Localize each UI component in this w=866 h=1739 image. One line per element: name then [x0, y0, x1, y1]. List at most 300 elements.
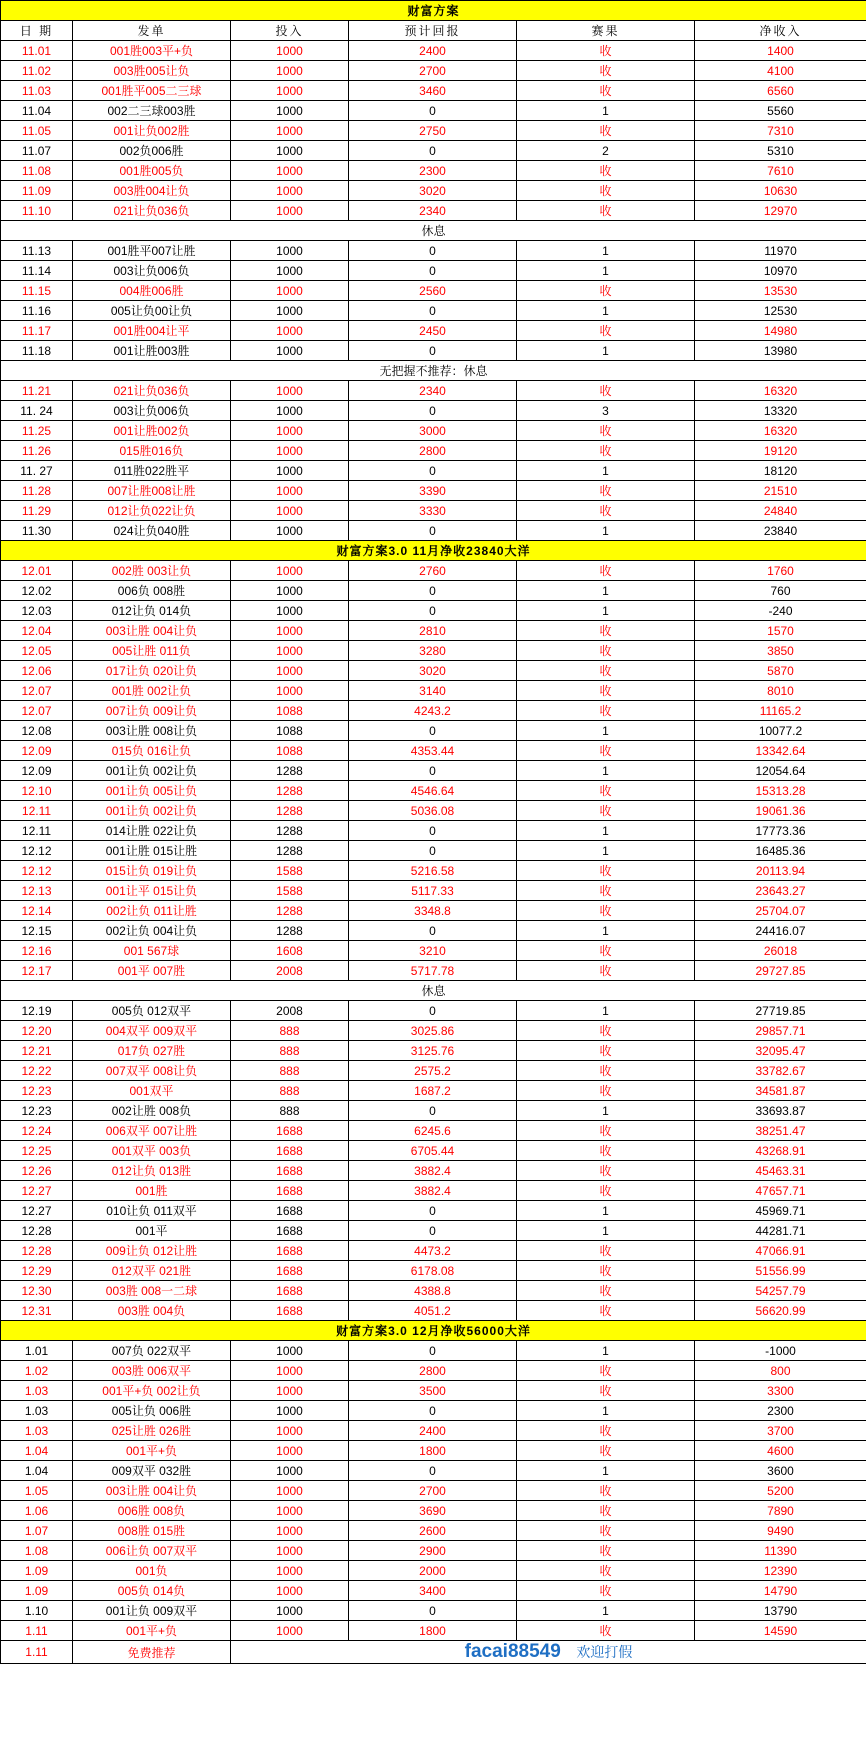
cell-4: 1 [517, 1221, 695, 1241]
cell-3: 2810 [349, 621, 517, 641]
cell-2: 1688 [231, 1121, 349, 1141]
cell-0: 12.31 [1, 1301, 73, 1321]
cell-4: 收 [517, 861, 695, 881]
cell-2: 1000 [231, 681, 349, 701]
cell-2: 1588 [231, 861, 349, 881]
cell-3: 0 [349, 101, 517, 121]
cell-4: 收 [517, 881, 695, 901]
cell-2: 1688 [231, 1301, 349, 1321]
cell-3: 2700 [349, 1481, 517, 1501]
cell-2: 1000 [231, 1341, 349, 1361]
table-row [1, 1401, 866, 1421]
cell-4: 1 [517, 721, 695, 741]
cell-1: 002让负 004让负 [73, 921, 231, 941]
table-row [1, 1021, 866, 1041]
cell-2: 1688 [231, 1281, 349, 1301]
cell-2: 1000 [231, 281, 349, 301]
cell-5: 7890 [695, 1501, 866, 1521]
cell-4: 1 [517, 841, 695, 861]
cell-1: 001负 [73, 1561, 231, 1581]
cell-5: 19061.36 [695, 801, 866, 821]
cell-2: 1088 [231, 701, 349, 721]
cell-1: 009让负 012让胜 [73, 1241, 231, 1261]
cell-0: 12.19 [1, 1001, 73, 1021]
cell-5: 12530 [695, 301, 866, 321]
cell-2: 1608 [231, 941, 349, 961]
cell-4: 收 [517, 1061, 695, 1081]
cell-4: 收 [517, 1441, 695, 1461]
cell-1: 001 567球 [73, 941, 231, 961]
cell-2: 1000 [231, 121, 349, 141]
table-row [1, 201, 866, 221]
table-row [1, 1121, 866, 1141]
cell-2: 1000 [231, 61, 349, 81]
column-header-3: 预计回报 [349, 21, 517, 41]
cell-5: 47657.71 [695, 1181, 866, 1201]
cell-5: 54257.79 [695, 1281, 866, 1301]
table-row [1, 921, 866, 941]
cell-2: 1688 [231, 1221, 349, 1241]
cell-3: 3500 [349, 1381, 517, 1401]
table-row [1, 1301, 866, 1321]
cell-4: 1 [517, 1001, 695, 1021]
table-row [1, 741, 866, 761]
cell-1: 001胜003平+负 [73, 41, 231, 61]
cell-3: 2800 [349, 1361, 517, 1381]
cell-1: 001让胜 015让胜 [73, 841, 231, 861]
cell-3: 0 [349, 921, 517, 941]
cell-5: 13980 [695, 341, 866, 361]
cell-1: 015负 016让负 [73, 741, 231, 761]
cell-4: 收 [517, 281, 695, 301]
cell-0: 1.04 [1, 1441, 73, 1461]
cell-4: 收 [517, 1501, 695, 1521]
cell-0: 12.08 [1, 721, 73, 741]
cell-0: 1.05 [1, 1481, 73, 1501]
cell-1: 001胜平005二三球 [73, 81, 231, 101]
cell-0: 11.28 [1, 481, 73, 501]
table-row [1, 521, 866, 541]
cell-0: 1.08 [1, 1541, 73, 1561]
cell-2: 888 [231, 1021, 349, 1041]
cell-3: 6705.44 [349, 1141, 517, 1161]
cell-4: 1 [517, 921, 695, 941]
cell-4: 收 [517, 1141, 695, 1161]
table-row [1, 1521, 866, 1541]
cell-0: 1.09 [1, 1581, 73, 1601]
cell-0: 12.03 [1, 601, 73, 621]
cell-2: 1088 [231, 741, 349, 761]
cell-0: 12.17 [1, 961, 73, 981]
cell-2: 1000 [231, 1461, 349, 1481]
cell-0: 1.03 [1, 1381, 73, 1401]
cell-5: 43268.91 [695, 1141, 866, 1161]
cell-4: 收 [517, 1241, 695, 1261]
cell-5: 6560 [695, 81, 866, 101]
cell-5: 44281.71 [695, 1221, 866, 1241]
cell-4: 收 [517, 81, 695, 101]
cell-5: -240 [695, 601, 866, 621]
cell-0: 1.01 [1, 1341, 73, 1361]
cell-0: 11.30 [1, 521, 73, 541]
cell-0: 1.03 [1, 1401, 73, 1421]
cell-4: 收 [517, 201, 695, 221]
cell-1: 001让负 009双平 [73, 1601, 231, 1621]
cell-0: 12.10 [1, 781, 73, 801]
cell-5: 19120 [695, 441, 866, 461]
cell-1: 001胜005负 [73, 161, 231, 181]
cell-3: 1800 [349, 1621, 517, 1641]
cell-2: 1000 [231, 661, 349, 681]
cell-0: 11.09 [1, 181, 73, 201]
cell-4: 收 [517, 561, 695, 581]
table-row [1, 1621, 866, 1641]
cell-1: 014让胜 022让负 [73, 821, 231, 841]
table-row [1, 1561, 866, 1581]
cell-3: 0 [349, 721, 517, 741]
cell-0: 11.17 [1, 321, 73, 341]
cell-1: 006胜 008负 [73, 1501, 231, 1521]
rest-label: 休息 [1, 221, 866, 241]
cell-1: 007让胜008让胜 [73, 481, 231, 501]
cell-2: 1000 [231, 381, 349, 401]
cell-3: 6178.08 [349, 1261, 517, 1281]
cell-3: 3140 [349, 681, 517, 701]
cell-4: 收 [517, 1421, 695, 1441]
cell-4: 1 [517, 461, 695, 481]
column-header-1: 发单 [73, 21, 231, 41]
cell-0: 12.02 [1, 581, 73, 601]
cell-4: 收 [517, 181, 695, 201]
cell-0: 12.30 [1, 1281, 73, 1301]
cell-1: 006让负 007双平 [73, 1541, 231, 1561]
cell-0: 1.02 [1, 1361, 73, 1381]
cell-4: 1 [517, 601, 695, 621]
cell-3: 0 [349, 1201, 517, 1221]
table-row [1, 301, 866, 321]
cell-0: 11.25 [1, 421, 73, 441]
cell-1: 001平+负 002让负 [73, 1381, 231, 1401]
cell-2: 888 [231, 1081, 349, 1101]
cell-4: 收 [517, 1261, 695, 1281]
cell-1: 001平 [73, 1221, 231, 1241]
cell-5: 7610 [695, 161, 866, 181]
table-row [1, 161, 866, 181]
cell-0: 12.20 [1, 1021, 73, 1041]
cell-2: 1000 [231, 421, 349, 441]
cell-4: 收 [517, 1621, 695, 1641]
cell-1: 001让负002胜 [73, 121, 231, 141]
cell-2: 1000 [231, 461, 349, 481]
cell-2: 1000 [231, 1541, 349, 1561]
table-row [1, 641, 866, 661]
table-row [1, 821, 866, 841]
cell-5: 34581.87 [695, 1081, 866, 1101]
cell-1: 005负 014负 [73, 1581, 231, 1601]
cell-1: 003胜004让负 [73, 181, 231, 201]
cell-3: 3330 [349, 501, 517, 521]
cell-5: -1000 [695, 1341, 866, 1361]
cell-3: 2340 [349, 381, 517, 401]
cell-2: 1000 [231, 601, 349, 621]
table-row [1, 1061, 866, 1081]
cell-4: 1 [517, 821, 695, 841]
table-row [1, 1421, 866, 1441]
cell-3: 5717.78 [349, 961, 517, 981]
section-label: 财富方案3.0 12月净收56000大洋 [1, 1321, 866, 1341]
cell-2: 1000 [231, 621, 349, 641]
cell-3: 2000 [349, 1561, 517, 1581]
footer-date: 1.11 [1, 1641, 73, 1664]
rest-label: 休息 [1, 981, 866, 1001]
cell-3: 1800 [349, 1441, 517, 1461]
cell-2: 1000 [231, 641, 349, 661]
table-row [1, 941, 866, 961]
cell-5: 11165.2 [695, 701, 866, 721]
table-row [1, 61, 866, 81]
cell-3: 2750 [349, 121, 517, 141]
cell-0: 12.16 [1, 941, 73, 961]
cell-5: 10077.2 [695, 721, 866, 741]
cell-1: 001双平 [73, 1081, 231, 1101]
table-row [1, 421, 866, 441]
cell-3: 0 [349, 341, 517, 361]
cell-1: 010让负 011双平 [73, 1201, 231, 1221]
cell-0: 11.13 [1, 241, 73, 261]
cell-2: 1000 [231, 581, 349, 601]
cell-1: 015让负 019让负 [73, 861, 231, 881]
cell-2: 1000 [231, 481, 349, 501]
cell-1: 008胜 015胜 [73, 1521, 231, 1541]
cell-4: 2 [517, 141, 695, 161]
cell-2: 1688 [231, 1261, 349, 1281]
cell-1: 001胜 002让负 [73, 681, 231, 701]
notice-row [1, 361, 866, 381]
section-summary-row [1, 1321, 866, 1341]
cell-3: 4353.44 [349, 741, 517, 761]
cell-5: 11970 [695, 241, 866, 261]
cell-3: 0 [349, 1341, 517, 1361]
cell-3: 5117.33 [349, 881, 517, 901]
cell-3: 3280 [349, 641, 517, 661]
cell-3: 3400 [349, 1581, 517, 1601]
cell-4: 收 [517, 501, 695, 521]
cell-0: 12.04 [1, 621, 73, 641]
cell-1: 012让负 014负 [73, 601, 231, 621]
cell-3: 0 [349, 261, 517, 281]
cell-2: 2008 [231, 961, 349, 981]
cell-1: 004双平 009双平 [73, 1021, 231, 1041]
table-header-row [1, 21, 866, 41]
cell-1: 001胜004让平 [73, 321, 231, 341]
cell-4: 收 [517, 381, 695, 401]
cell-5: 14790 [695, 1581, 866, 1601]
cell-4: 1 [517, 101, 695, 121]
cell-5: 12970 [695, 201, 866, 221]
contact-account[interactable]: facai88549 [464, 1641, 561, 1662]
cell-2: 1288 [231, 761, 349, 781]
table-row [1, 581, 866, 601]
table-row [1, 1041, 866, 1061]
cell-2: 1688 [231, 1201, 349, 1221]
cell-2: 2008 [231, 1001, 349, 1021]
cell-5: 17773.36 [695, 821, 866, 841]
cell-2: 1000 [231, 81, 349, 101]
page-title: 财富方案 [1, 1, 866, 21]
cell-5: 23840 [695, 521, 866, 541]
cell-3: 4243.2 [349, 701, 517, 721]
cell-3: 1687.2 [349, 1081, 517, 1101]
cell-0: 12.07 [1, 681, 73, 701]
cell-3: 4051.2 [349, 1301, 517, 1321]
cell-1: 001双平 003负 [73, 1141, 231, 1161]
cell-4: 收 [517, 1581, 695, 1601]
cell-5: 14980 [695, 321, 866, 341]
cell-0: 12.25 [1, 1141, 73, 1161]
table-row [1, 1201, 866, 1221]
table-row [1, 1221, 866, 1241]
cell-1: 024让负040胜 [73, 521, 231, 541]
cell-1: 002让负 011让胜 [73, 901, 231, 921]
cell-5: 3700 [695, 1421, 866, 1441]
cell-5: 13342.64 [695, 741, 866, 761]
cell-4: 收 [517, 1281, 695, 1301]
cell-2: 1000 [231, 341, 349, 361]
cell-4: 收 [517, 1121, 695, 1141]
cell-5: 10630 [695, 181, 866, 201]
cell-0: 12.05 [1, 641, 73, 661]
cell-0: 11.14 [1, 261, 73, 281]
table-row [1, 321, 866, 341]
cell-1: 009双平 032胜 [73, 1461, 231, 1481]
cell-1: 005让胜 011负 [73, 641, 231, 661]
cell-5: 45969.71 [695, 1201, 866, 1221]
cell-3: 0 [349, 761, 517, 781]
cell-3: 3390 [349, 481, 517, 501]
cell-5: 3850 [695, 641, 866, 661]
cell-2: 1000 [231, 1361, 349, 1381]
cell-4: 收 [517, 421, 695, 441]
cell-0: 12.14 [1, 901, 73, 921]
cell-3: 2300 [349, 161, 517, 181]
cell-3: 5216.58 [349, 861, 517, 881]
cell-3: 0 [349, 841, 517, 861]
cell-0: 11.03 [1, 81, 73, 101]
cell-3: 0 [349, 1101, 517, 1121]
cell-5: 47066.91 [695, 1241, 866, 1261]
cell-0: 11. 27 [1, 461, 73, 481]
cell-0: 11.07 [1, 141, 73, 161]
cell-1: 003让负006负 [73, 261, 231, 281]
cell-0: 12.29 [1, 1261, 73, 1281]
cell-4: 3 [517, 401, 695, 421]
cell-4: 收 [517, 781, 695, 801]
cell-2: 1000 [231, 161, 349, 181]
cell-0: 1.11 [1, 1621, 73, 1641]
cell-4: 1 [517, 341, 695, 361]
cell-3: 0 [349, 601, 517, 621]
cell-1: 021让负036负 [73, 381, 231, 401]
cell-1: 005负 012双平 [73, 1001, 231, 1021]
cell-2: 1088 [231, 721, 349, 741]
cell-1: 001平 007胜 [73, 961, 231, 981]
cell-3: 3020 [349, 181, 517, 201]
table-row [1, 1481, 866, 1501]
cell-1: 003胜005让负 [73, 61, 231, 81]
table-row [1, 721, 866, 741]
cell-3: 0 [349, 1401, 517, 1421]
cell-3: 4546.64 [349, 781, 517, 801]
table-row [1, 781, 866, 801]
cell-1: 003胜 006双平 [73, 1361, 231, 1381]
cell-5: 20113.94 [695, 861, 866, 881]
cell-2: 1000 [231, 561, 349, 581]
cell-4: 1 [517, 761, 695, 781]
cell-4: 收 [517, 741, 695, 761]
cell-5: 1570 [695, 621, 866, 641]
cell-2: 1288 [231, 841, 349, 861]
cell-0: 12.22 [1, 1061, 73, 1081]
cell-0: 12.27 [1, 1181, 73, 1201]
cell-5: 26018 [695, 941, 866, 961]
cell-2: 888 [231, 1101, 349, 1121]
cell-4: 收 [517, 121, 695, 141]
table-row [1, 441, 866, 461]
cell-3: 2900 [349, 1541, 517, 1561]
rest-row [1, 221, 866, 241]
table-row [1, 1341, 866, 1361]
cell-0: 1.07 [1, 1521, 73, 1541]
table-row [1, 1381, 866, 1401]
cell-1: 025让胜 026胜 [73, 1421, 231, 1441]
cell-5: 2300 [695, 1401, 866, 1421]
cell-4: 1 [517, 581, 695, 601]
table-title-row [1, 1, 866, 21]
cell-2: 1288 [231, 921, 349, 941]
cell-2: 888 [231, 1061, 349, 1081]
cell-0: 1.09 [1, 1561, 73, 1581]
table-row [1, 1161, 866, 1181]
cell-5: 15313.28 [695, 781, 866, 801]
table-row [1, 1241, 866, 1261]
table-row [1, 1461, 866, 1481]
table-row [1, 261, 866, 281]
cell-2: 1000 [231, 101, 349, 121]
cell-5: 1400 [695, 41, 866, 61]
cell-2: 1688 [231, 1241, 349, 1261]
cell-4: 收 [517, 481, 695, 501]
cell-0: 12.09 [1, 761, 73, 781]
cell-5: 12054.64 [695, 761, 866, 781]
cell-3: 3020 [349, 661, 517, 681]
cell-4: 收 [517, 1161, 695, 1181]
cell-2: 1000 [231, 1401, 349, 1421]
cell-3: 0 [349, 141, 517, 161]
table-row [1, 1581, 866, 1601]
table-row [1, 101, 866, 121]
cell-4: 收 [517, 1361, 695, 1381]
cell-5: 25704.07 [695, 901, 866, 921]
cell-5: 9490 [695, 1521, 866, 1541]
table-row [1, 481, 866, 501]
cell-1: 001让平 015让负 [73, 881, 231, 901]
cell-4: 收 [517, 61, 695, 81]
cell-5: 33782.67 [695, 1061, 866, 1081]
cell-0: 11.08 [1, 161, 73, 181]
table-row [1, 1281, 866, 1301]
cell-3: 0 [349, 1601, 517, 1621]
cell-4: 1 [517, 241, 695, 261]
